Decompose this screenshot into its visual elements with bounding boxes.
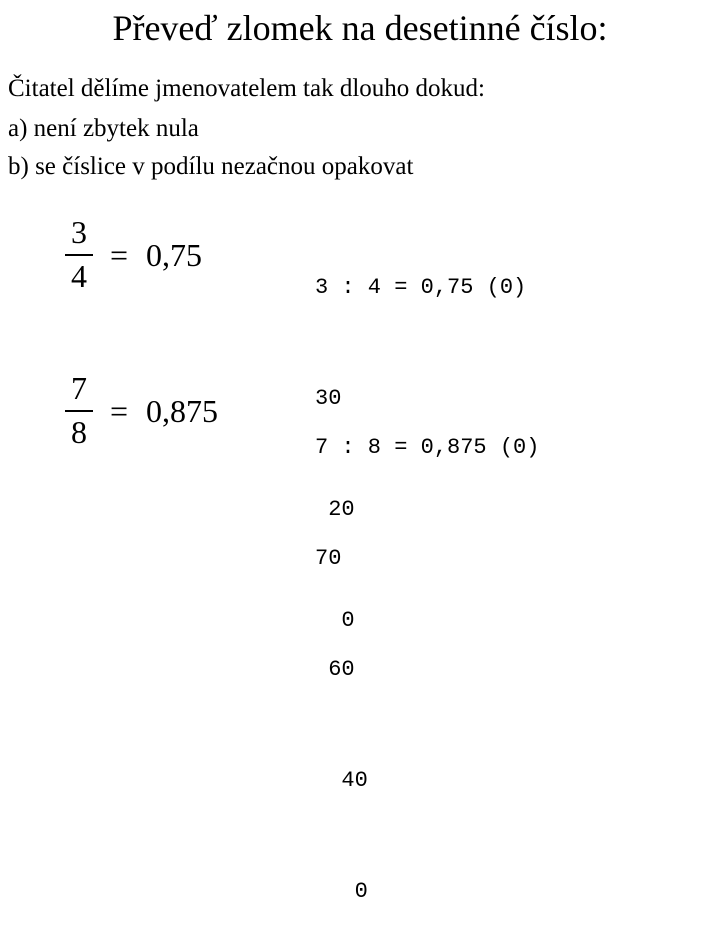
fraction	[64, 370, 94, 452]
fraction-bar	[65, 410, 93, 412]
decimal-result: 0,75	[146, 236, 203, 273]
division-line: 60	[315, 657, 355, 682]
long-division-2	[315, 355, 539, 947]
division-line: 40	[315, 768, 368, 793]
division-line: 30	[315, 386, 342, 411]
division-line: 0	[315, 608, 355, 633]
numerator: 3	[71, 214, 87, 250]
rule-intro: Čitatel dělíme jmenovatelem tak dlouho dokud:	[8, 75, 485, 102]
division-line: 0	[315, 879, 368, 904]
rule-b: b) se číslice v podílu nezačnou opakovat	[8, 153, 414, 180]
division-line: 70	[315, 546, 342, 571]
denominator: 8	[71, 414, 87, 450]
fraction-example-2	[64, 370, 218, 452]
decimal-result: 0,875	[146, 392, 219, 429]
fraction	[64, 214, 94, 296]
equals-sign: =	[110, 236, 129, 273]
numerator: 7	[71, 370, 87, 406]
division-line: 7 : 8 = 0,875 (0)	[315, 435, 540, 460]
fraction-example-1	[64, 214, 202, 296]
page-title: Převeď zlomek na desetinné číslo:	[112, 8, 608, 48]
rule-a: a) není zbytek nula	[8, 115, 199, 142]
denominator: 4	[71, 258, 87, 294]
division-line: 20	[315, 497, 355, 522]
division-line: 3 : 4 = 0,75 (0)	[315, 275, 527, 300]
equals-sign: =	[110, 392, 129, 429]
fraction-bar	[65, 254, 93, 256]
